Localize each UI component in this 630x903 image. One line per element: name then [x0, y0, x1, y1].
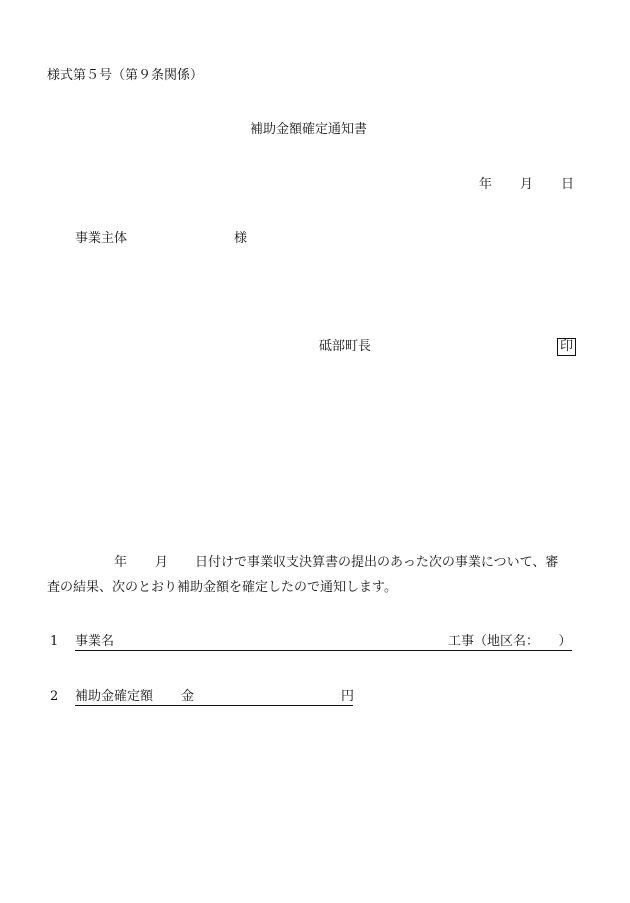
- item-1-label: 事業名: [75, 634, 115, 649]
- addressee-label: 事業主体: [75, 231, 128, 246]
- body-month: 月: [155, 555, 169, 570]
- item-1-number: 1: [50, 634, 59, 649]
- addressee-suffix: 様: [234, 231, 248, 246]
- item-2-label: 補助金確定額: [75, 689, 154, 704]
- issuer-title: 砥部町長: [319, 339, 372, 354]
- item-1-underline: [75, 634, 572, 651]
- item-2-unit: 円: [341, 689, 355, 704]
- item-2-prefix: 金: [181, 689, 195, 704]
- header-date-day: 日: [561, 177, 575, 192]
- item-2-underline: [75, 689, 353, 706]
- item-1-suffix: 工事（地区名： ）: [448, 634, 572, 649]
- body-line1-rest: 日付けで事業収支決算書の提出のあった次の事業について、審: [195, 555, 559, 570]
- header-date-month: 月: [520, 177, 534, 192]
- header-date-year: 年: [479, 177, 493, 192]
- form-number: 様式第５号（第９条関係）: [47, 68, 204, 83]
- body-year: 年: [114, 555, 128, 570]
- seal-mark: 印: [557, 338, 576, 356]
- document-title: 補助金額確定通知書: [250, 122, 368, 137]
- item-2-number: 2: [50, 689, 59, 704]
- body-line2: 査の結果、次のとおり補助金額を確定したので通知します。: [47, 580, 397, 595]
